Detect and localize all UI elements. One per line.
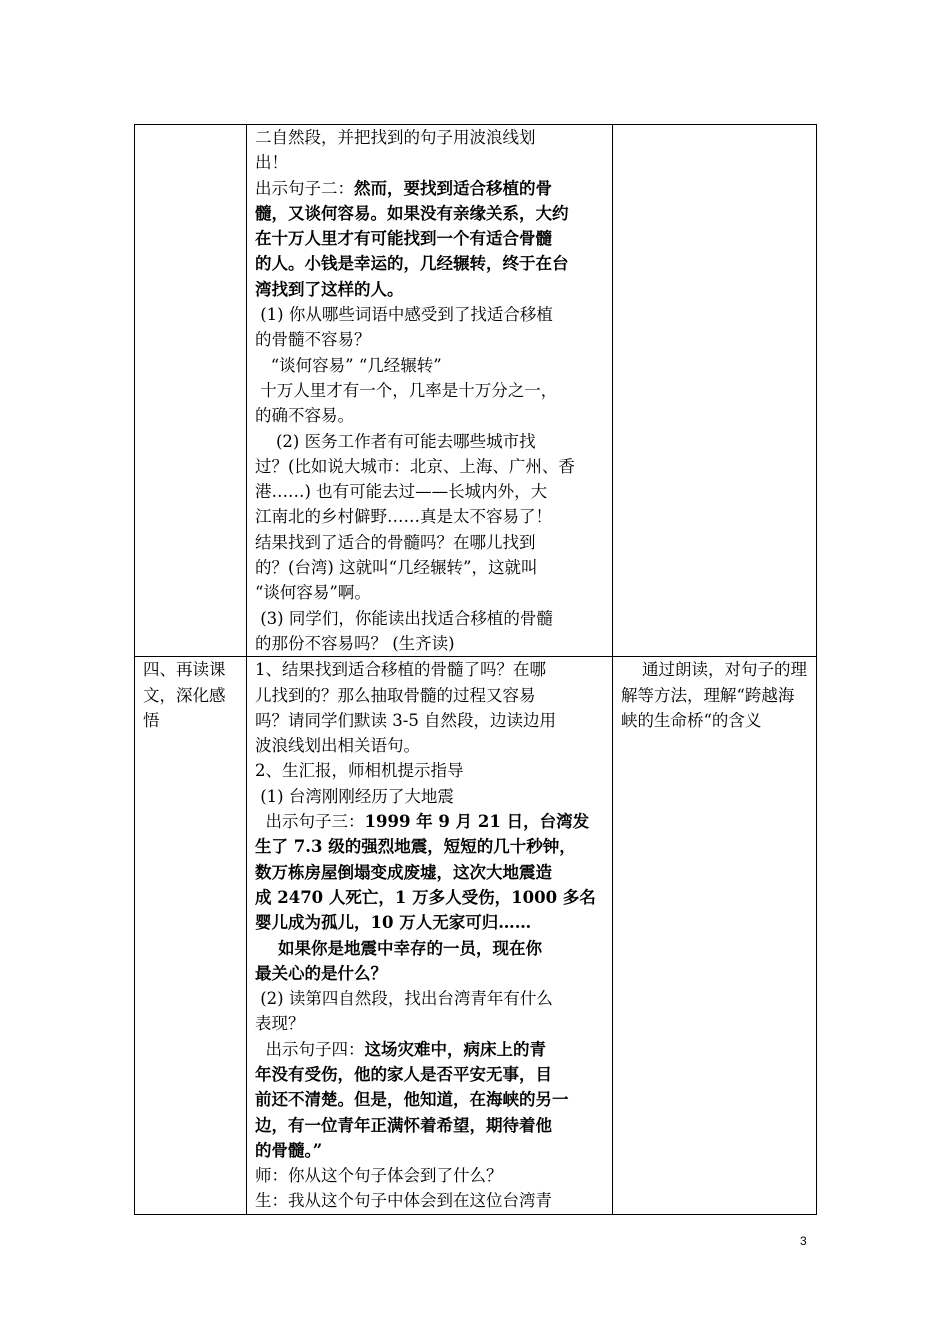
text-run: 出示句子二： [255,178,354,198]
text-line: 二自然段，并把找到的句子用波浪线划 [255,128,536,147]
goal-cell: 通过朗读，对句子的理解等方法，理解“跨越海峡的生命桥“的含义 [613,657,817,1215]
text-line: 的骨髓。” [255,1140,323,1160]
text-line: 髓，又谈何容易。如果没有亲缘关系，大约 [255,203,569,223]
text-line: (1) 台湾刚刚经历了大地震 [255,786,454,806]
stage-cell [135,125,247,657]
text-line: (1) 你从哪些词语中感受到了找适合移植 [255,305,553,325]
lesson-plan-table [134,124,817,1215]
text-line: 湾找到了这样的人。 [255,279,404,299]
text-line: 年没有受伤，他的家人是否平安无事，目 [255,1064,552,1084]
text-run: 出示句子四： [255,1039,365,1059]
text-line: 结果找到了适合的骨髓吗？在哪儿找到 [255,532,536,552]
text-line: 1、结果找到适合移植的骨髓了吗？在哪 [255,660,546,680]
text-line [255,809,604,834]
text-line: 过？(比如说大城市：北京、上海、广州、香 [255,456,575,476]
text-line: 数万栋房屋倒塌变成废墟，这次大地震造 [255,862,552,882]
text-run: 这场灾难中，病床上的青 [364,1039,546,1059]
text-line: 表现？ [255,1014,305,1034]
page-number: 3 [800,1234,807,1248]
text-line [255,176,604,201]
text-run: 出示句子三： [255,812,365,832]
text-line: 最关心的是什么？ [255,963,387,983]
text-line [255,1037,604,1062]
text-run: 然而，要找到适合移植的骨 [354,178,552,198]
text-line: 港……) 也有可能去过——长城内外，大 [255,482,548,502]
text-line: (2) 读第四自然段，找出台湾青年有什么 [255,989,553,1009]
text-line: (2) 医务工作者有可能去哪些城市找 [255,431,536,451]
text-line: (3) 同学们，你能读出找适合移植的骨髓 [255,608,553,628]
text-run: 1999 年 9 月 21 日，台湾发 [364,812,590,832]
text-line: “谈何容易”啊。 [255,583,371,603]
text-line: 生了 7.3 级的强烈地震，短短的几十秒钟， [255,837,576,857]
text-line: 2、生汇报，师相机提示指导 [255,761,464,781]
table-row [135,125,817,657]
table-row [135,657,817,1215]
text-line: “谈何容易” “几经辗转” [255,355,442,375]
text-line: 的那份不容易吗？ (生齐读) [255,633,455,653]
text-line: 儿找到的？那么抽取骨髓的过程又容易 [255,685,536,705]
text-line: 的骨髓不容易？ [255,330,371,350]
text-line: 的人。小钱是幸运的，几经辗转，终于在台 [255,254,569,274]
text-line: 在十万人里才有可能找到一个有适合骨髓 [255,229,552,249]
text-line: 婴儿成为孤儿，10 万人无家可归…… [255,913,532,933]
stage-cell: 四、再读课文，深化感悟 [135,657,247,1215]
text-line: 的？(台湾) 这就叫“几经辗转”，这就叫 [255,558,538,578]
goal-cell [613,125,817,657]
text-line: 边，有一位青年正满怀着希望，期待着他 [255,1115,552,1135]
text-line: 成 2470 人死亡，1 万多人受伤，1000 多名 [255,887,596,907]
text-line: 的确不容易。 [255,406,354,426]
text-line: 十万人里才有一个，几率是十万分之一， [255,380,558,400]
text-line: 江南北的乡村僻野……真是太不容易了！ [255,507,552,527]
text-line: 吗？请同学们默读 3-5 自然段，边读边用 [255,710,557,730]
text-line: 生：我从这个句子中体会到在这位台湾青 [255,1191,552,1211]
text-line: 出！ [255,153,288,173]
content-cell [247,125,613,657]
text-line: 师：你从这个句子体会到了什么？ [255,1166,503,1186]
content-cell [247,657,613,1215]
text-line: 如果你是地震中幸存的一员，现在你 [255,938,542,958]
text-line: 波浪线划出相关语句。 [255,736,420,756]
text-line: 前还不清楚。但是，他知道，在海峡的另一 [255,1090,569,1110]
